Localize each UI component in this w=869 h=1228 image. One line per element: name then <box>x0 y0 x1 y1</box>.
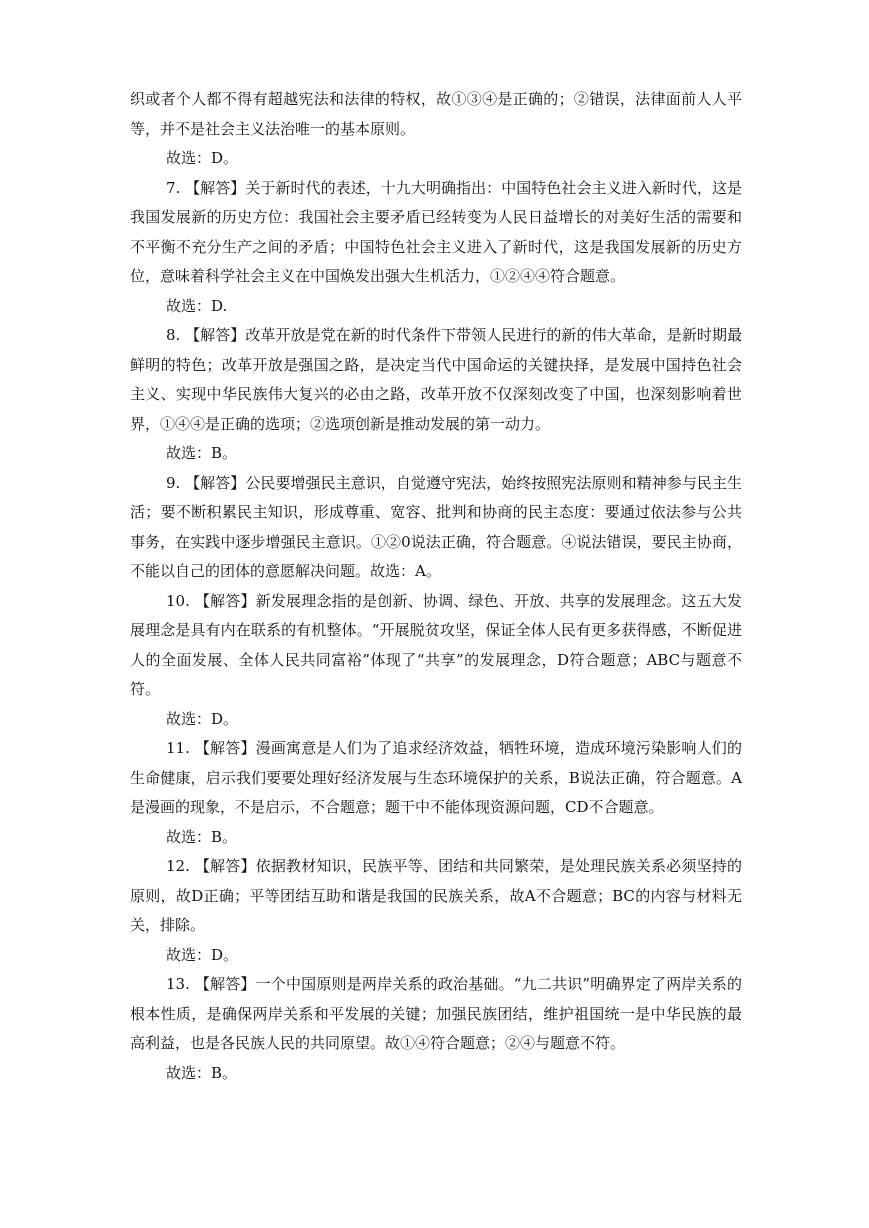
answer-11-choice: 故选：B。 <box>166 827 238 846</box>
answer-9-text: 9. 【解答】公民要增强民主意识，自觉遵守宪法，始终按照宪法原则和精神参与民主生活；要不断积累民主知识，形成尊重、宽容、批判和协商的民主态度：要通过依法参与公共事务，在实践中逐步增强民主意识。①②0说法正确，符合题意。④说法错误，要民主协商，不能以自己的团体的意愿解决问题。故选：A。 <box>130 473 742 580</box>
answer-8-choice: 故选：B。 <box>166 444 238 462</box>
answer-13-text: 13. 【解答】一个中国原则是两岸关系的政治基础。“九二共识”明确界定了两岸关系的根本性质，是确保两岸关系和平发展的关键；加强民族团结，维护祖国统一是中华民族的最高利益，也是各民族人民的共同原望。故①④符合题意；②④与题意不符。 <box>130 975 742 1052</box>
answer-page <box>130 85 742 1088</box>
answer-13-choice: 故选：B。 <box>166 1063 238 1082</box>
answer-8-text: 8. 【解答】改革开放是党在新的时代条件下带领人民进行的新的伟大革命，是新时期最鲜明的特色；改革开放是强国之路，是决定当代中国命运的关键抉择，是发展中国持色社会主义、实现中华民族伟大复兴的必由之路，改革开放不仅深刻改变了中国，也深刻影响着世界，①④④是正确的选项；②选项创新是推动发展的第一动力。 <box>130 326 742 433</box>
answer-7-text: 7. 【解答】关于新时代的表述，十九大明确指出：中国特色社会主义进入新时代，这是我国发展新的历史方位：我国社会主要矛盾已经转变为人民日益增长的对美好生活的需要和不平衡不充分生产之间的矛盾；中国特色社会主义进入了新时代，这是我国发展新的历史方位，意味着科学社会主义在中国焕发出强大生机活力，①②④④符合题意。 <box>130 178 742 285</box>
answer-7-choice: 故选：D. <box>166 296 228 315</box>
answer-12-choice: 故选：D。 <box>166 945 239 964</box>
answer-6-continuation: 织或者个人都不得有超越宪法和法律的特权，故①③④是正确的；②错误，法律面前人人平等，并不是社会主义法治唯一的基本原则。 <box>130 90 742 138</box>
answer-10-text: 10. 【解答】新发展理念指的是创新、协调、绿色、开放、共享的发展理念。这五大发展理念是具有内在联系的有机整体。“开展脱贫攻坚，保证全体人民有更多获得感，不断促进人的全面发展、全体人民共同富裕”体现了“共享”的发展理念，D符合题意；ABC与题意不符。 <box>130 591 742 698</box>
answer-10-choice: 故选：D。 <box>166 709 239 728</box>
answer-11-text: 11. 【解答】漫画寓意是人们为了追求经济效益，牺牲环境，造成环境污染影响人们的生命健康，启示我们要要处理好经济发展与生态环境保护的关系，B说法正确，符合题意。A是漫画的现象，不是启示，不合题意；题干中不能体现资源问题，CD不合题意。 <box>130 739 742 816</box>
answer-6-choice: 故选：D。 <box>166 149 239 167</box>
answer-12-text: 12. 【解答】依据教材知识，民族平等、团结和共同繁荣，是处理民族关系必须坚持的原则，故D正确；平等团结互助和谐是我国的民族关系，故A不合题意；BC的内容与材料无关，排除。 <box>130 857 742 934</box>
